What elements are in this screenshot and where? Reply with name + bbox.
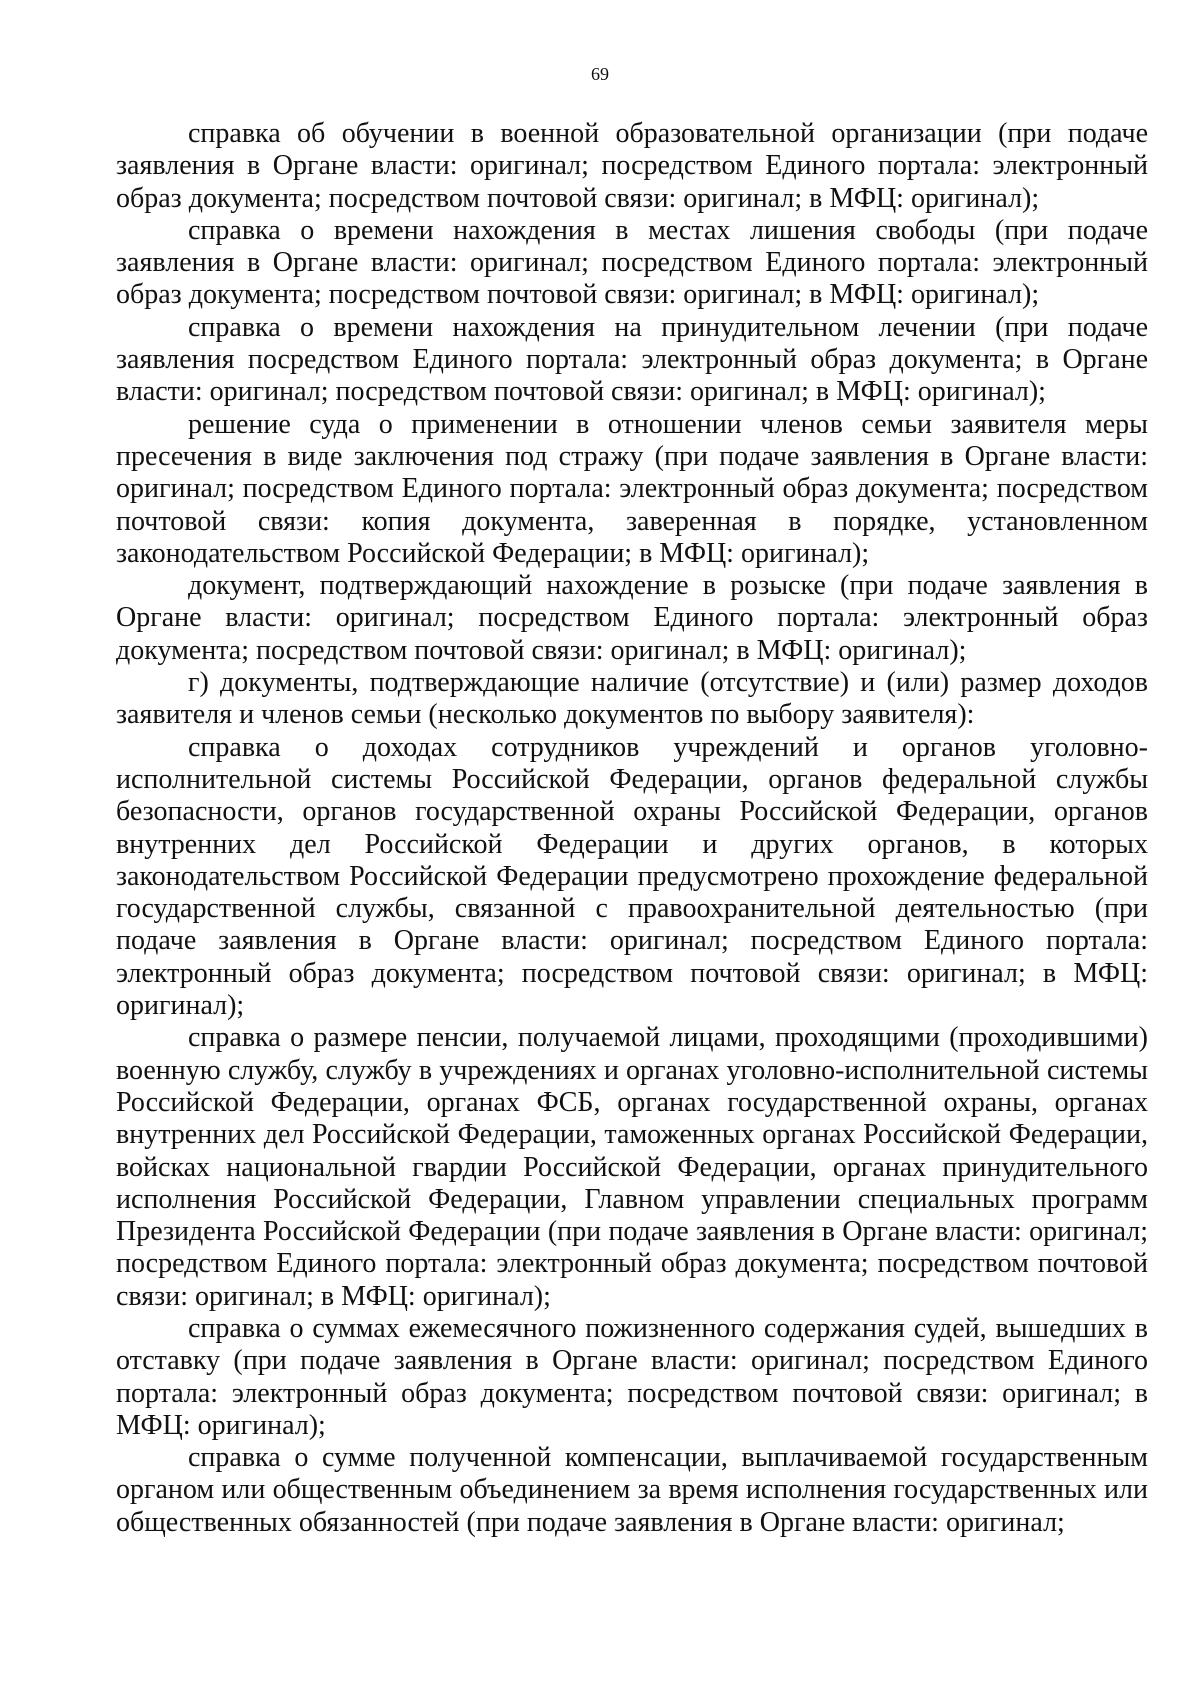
document-text-body bbox=[116, 118, 1148, 1539]
paragraph: справка о времени нахождения на принудительном лечении (при подаче заявления посредством Единого портала: электронный образ документа; в Органе власти: оригинал; посредством почтовой связи: оригинал; в МФЦ: оригинал); bbox=[116, 311, 1148, 408]
paragraph: решение суда о применении в отношении членов семьи заявителя меры пресечения в виде заключения под стражу (при подаче заявления в Органе власти: оригинал; посредством Единого портала: электронный образ документа; посредством почтовой связи: копия документа, заверенная в порядке, установленном законодательством Российской Федерации; в МФЦ: оригинал); bbox=[116, 408, 1148, 569]
paragraph: документ, подтверждающий нахождение в розыске (при подаче заявления в Органе власти: оригинал; посредством Единого портала: электронный образ документа; посредством почтовой связи: оригинал; в МФЦ: оригинал); bbox=[116, 570, 1148, 666]
paragraph: справка об обучении в военной образовательной организации (при подаче заявления в Органе власти: оригинал; посредством Единого портала: электронный образ документа; посредством почтовой связи: оригинал; в МФЦ: оригинал); bbox=[116, 118, 1148, 214]
paragraph: справка о суммах ежемесячного пожизненного содержания судей, вышедших в отставку (при подаче заявления в Органе власти: оригинал; посредством Единого портала: электронный образ документа; посредством почтовой связи: оригинал; в МФЦ: оригинал); bbox=[116, 1312, 1148, 1441]
paragraph: справка о времени нахождения в местах лишения свободы (при подаче заявления в Органе власти: оригинал; посредством Единого портала: электронный образ документа; посредством почтовой связи: оригинал; в МФЦ: оригинал); bbox=[116, 214, 1148, 311]
paragraph: справка о доходах сотрудников учреждений и органов уголовно-исполнительной системы Российской Федерации, органов федеральной службы безопасности, органов государственной охраны Российской Федерации, органов внутренних дел Российской Федерации и других органов, в которых законодательством Российской Федерации предусмотрено прохождение федеральной государственной службы, связанной с правоохранительной деятельностью (при подаче заявления в Органе власти: оригинал; посредством Единого портала: электронный образ документа; посредством почтовой связи: оригинал; в МФЦ: оригинал); bbox=[116, 731, 1148, 1022]
paragraph: справка о размере пенсии, получаемой лицами, проходящими (проходившими) военную службу, службу в учреждениях и органах уголовно-исполнительной системы Российской Федерации, органах ФСБ, органах государственной охраны, органах внутренних дел Российской Федерации, таможенных органах Российской Федерации, войсках национальной гвардии Российской Федерации, органах принудительного исполнения Российской Федерации, Главном управлении специальных программ Президента Российской Федерации (при подаче заявления в Органе власти: оригинал; посредством Единого портала: электронный образ документа; посредством почтовой связи: оригинал; в МФЦ: оригинал); bbox=[116, 1022, 1148, 1312]
paragraph: г) документы, подтверждающие наличие (отсутствие) и (или) размер доходов заявителя и членов семьи (несколько документов по выбору заявителя): bbox=[116, 667, 1148, 731]
page-number: 69 bbox=[591, 64, 609, 84]
paragraph: справка о сумме полученной компенсации, выплачиваемой государственным органом или общественным объединением за время исполнения государственных или общественных обязанностей (при подаче заявления в Органе власти: оригинал; bbox=[116, 1442, 1148, 1538]
